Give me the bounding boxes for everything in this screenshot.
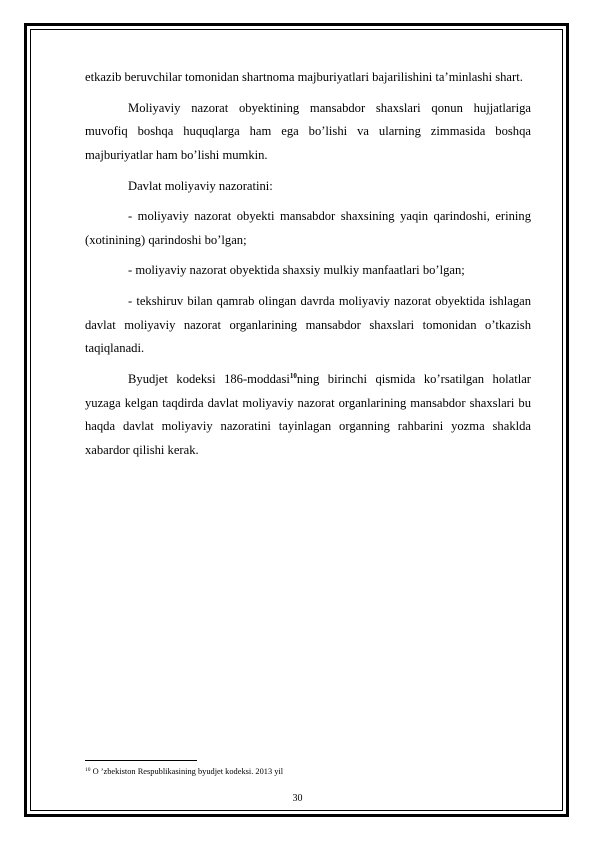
body-text [85, 66, 531, 470]
footnote-text: O ’zbekiston Respublikasining byudjet kodeksi. 2013 yil [92, 767, 284, 776]
paragraph: - moliyaviy nazorat obyektida shaxsiy mulkiy manfaatlari bo’lgan; [128, 263, 465, 278]
paragraph: etkazib beruvchilar tomonidan shartnoma majburiyatlari bajarilishini ta’minlashi shart. [85, 70, 523, 84]
paragraph: Moliyaviy nazorat obyektining mansabdor shaxslari qonun hujjatlariga muvofiq boshqa huquqlarga ham ega bo’lishi va ularning zimmasida boshqa majburiyatlar ham bo’lishi mumkin. [85, 100, 531, 162]
paragraph-text: ning birinchi qismida ko’rsatilgan holatlar yuzaga kelgan taqdirda davlat moliyaviy nazorat organlarining mansabdor shaxslari bu haqda davlat moliyaviy nazoratini tayinlagan organning rahbarini yozma shaklda xabardor qilishi kerak. [85, 372, 531, 458]
footnote-ref[interactable]: 10 [289, 372, 297, 381]
footnote-separator [85, 760, 197, 761]
paragraph: Davlat moliyaviy nazoratini: [128, 178, 273, 193]
paragraph-text: Byudjet kodeksi 186-moddasi [128, 372, 290, 387]
paragraph: - tekshiruv bilan qamrab olingan davrda moliyaviy nazorat obyektida ishlagan davlat moliyaviy nazorat organlarining mansabdor shaxslari tomonidan o’tkazish taqiqlanadi. [85, 294, 531, 356]
page-number: 30 [292, 793, 303, 804]
paragraph [85, 368, 531, 463]
paragraph: - moliyaviy nazorat obyekti mansabdor shaxsining yaqin qarindoshi, erining (xotinining) qarindoshi bo’lgan; [85, 209, 531, 247]
footnote-number: 10 [85, 767, 91, 773]
footnote [85, 767, 531, 777]
